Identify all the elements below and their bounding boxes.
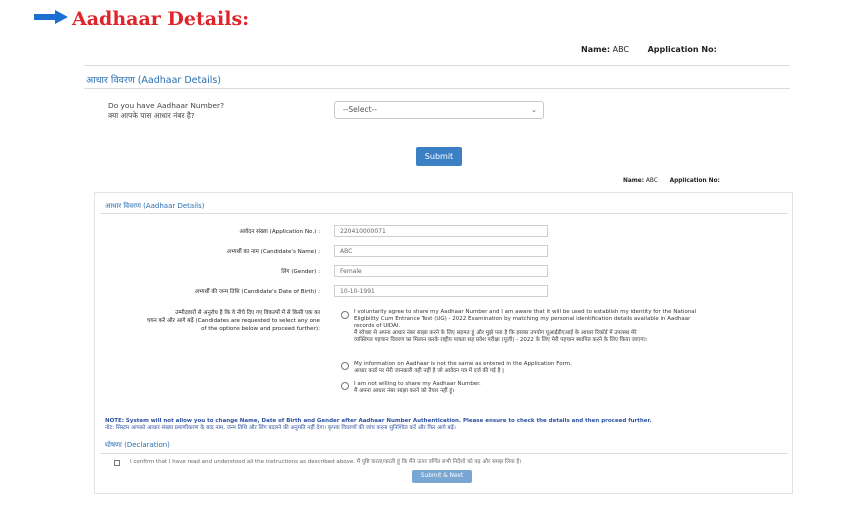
option-agree-radio[interactable] [341,311,349,319]
question-english: Do you have Aadhaar Number? [108,101,224,110]
name-value: ABC [645,178,658,184]
application-no-field-label: आवेदन संख्या (Application No.) : [239,229,320,235]
option-line: मैं अपना आधार नंबर साझा करने को तैयार नहीं हूं। [354,388,455,394]
page-heading: Aadhaar Details: [72,8,250,30]
option-mismatch-text [354,361,774,375]
aadhaar-select[interactable] [334,101,544,119]
candidate-name-field[interactable]: ABC [334,245,548,257]
gender-field-label: लिंग (Gender) : [281,269,320,275]
application-no-field[interactable]: 220410000071 [334,225,548,237]
options-instruction-line: of the options below and proceed further): [201,326,320,332]
dob-field[interactable]: 10-10-1991 [334,285,548,297]
candidate-info [581,45,717,54]
chevron-down-icon: ⌄ [531,106,537,114]
gender-field[interactable]: Female [334,265,548,277]
panel-title: आधार विवरण (Aadhaar Details) [105,202,205,210]
application-no-label: Application No: [669,178,720,184]
option-line: My information on Aadhaar is not the same as entered in the Application Form. [354,361,572,367]
option-line: I voluntarily agree to share my Aadhaar Number and I am aware that it will be used to establish my identity for the National [354,309,697,315]
option-line: I am not willing to share my Aadhaar Number. [354,381,481,387]
name-label: Name: [581,45,611,54]
option-decline-radio[interactable] [341,382,349,390]
card-title: आधार विवरण (Aadhaar Details) [86,75,222,86]
dob-field-label: अभ्यर्थी की जन्म तिथि (Candidate's Date of Birth) : [194,289,320,295]
option-line: मैं स्वेच्छा से अपना आधार नंबर साझा करने के लिए सहमत हूं और मुझे पता है कि इसका उपयोग यूआईडीएआई के आधार रिकॉर्ड में उपलब्ध मेरे [354,330,637,336]
application-no-label: Application No: [647,45,717,54]
candidate-name-field-label: अभ्यर्थी का नाम (Candidate's Name) : [226,249,320,255]
submit-next-button[interactable]: Submit & Next [412,470,472,483]
note-english: NOTE: System will not allow you to change Name, Date of Birth and Gender after Aadhaar Number Authentication. Please ensure to check the details and then proceed further. [105,418,652,424]
options-instruction-line: उम्मीदवारों से अनुरोध है कि वे नीचे दिए गए विकल्पों में से किसी एक का [175,310,320,316]
option-decline-text [354,381,774,395]
option-mismatch-radio[interactable] [341,362,349,370]
select-value: --Select-- [343,105,377,114]
option-line: आधार कार्ड पर मेरी जानकारी वही नहीं है जो आवेदन पत्र में दर्ज की गई है | [354,368,505,374]
divider [100,453,788,454]
note-text [105,418,791,432]
name-value: ABC [612,45,630,54]
declaration-checkbox[interactable] [114,460,120,466]
question-hindi: क्या आपके पास आधार नंबर है? [108,111,195,120]
candidate-info-secondary [623,178,720,184]
note-hindi: नोट: सिस्टम आपको आधार संख्या प्रमाणीकरण के बाद नाम, जन्म तिथि और लिंग बदलने की अनुमति नहीं देगा। कृपया विवरणों की जांच करना सुनिश्चित करें और फिर आगे बढ़ें। [105,425,456,431]
submit-button[interactable]: Submit [416,147,462,166]
declaration-text: I confirm that I have read and understood all the instructions as described above. मैं पुष्टि करता/करती हूं कि मैंने ऊपर वर्णित सभी निर्देशों को पढ़ और समझ लिया है। [130,459,522,465]
name-label: Name: [623,178,645,184]
option-line: records of UIDAI. [354,323,401,329]
declaration-title: घोषणा (Declaration) [105,441,170,449]
option-agree-text [354,309,774,344]
options-instruction-line: चयन करें और आगे बढ़ें (Candidates are requested to select any one [146,318,320,324]
arrow-right-icon [34,10,68,24]
options-instruction [112,309,320,333]
divider [84,65,790,66]
option-line: व्यक्तिगत पहचान विवरण का मिलान करके राष्ट्रीय पात्रता सह प्रवेश परीक्षा (यूजी) - 2022 के लिए मेरी पहचान स्थापित करने के लिए किया जाएगा। [354,337,647,343]
divider [84,88,790,89]
divider [100,213,788,214]
aadhaar-question [108,101,224,121]
option-line: Eligibility Cum Entrance Test (UG) - 2022 Examination by matching my personal identification details available in Aadhaar [354,316,691,322]
